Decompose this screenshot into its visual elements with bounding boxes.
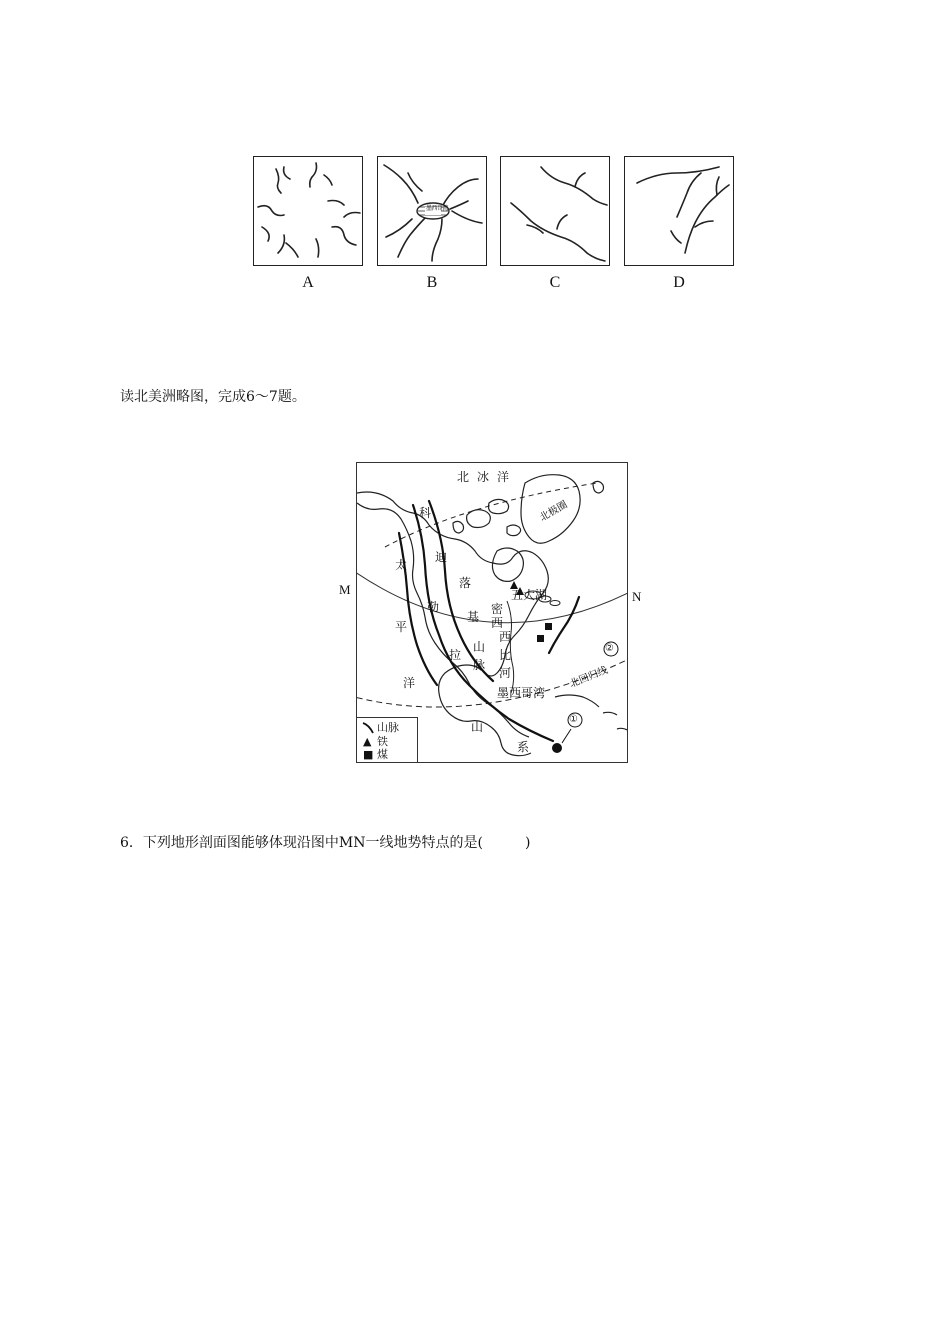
marker-1: ① bbox=[569, 714, 578, 725]
legend-coal: 煤 bbox=[377, 748, 388, 761]
tropic-label: 北回归线 bbox=[568, 664, 610, 691]
option-label-b: B bbox=[426, 274, 438, 291]
question-6: 6．下列地形剖面图能够体现沿图中MN一线地势特点的是( ) bbox=[120, 835, 531, 851]
marker-2: ② bbox=[605, 643, 614, 654]
point-n-label: N bbox=[632, 589, 642, 604]
legend-mountain: 山脉 bbox=[377, 721, 399, 734]
mississippi-label-5: 河 bbox=[499, 666, 512, 680]
river-option-b bbox=[377, 156, 487, 266]
option-label-a: A bbox=[302, 274, 314, 291]
rockies-label-mai: 脉 bbox=[473, 658, 486, 672]
rockies-label-shan: 山 bbox=[473, 640, 486, 654]
river-option-d bbox=[624, 156, 734, 266]
pacific-label-3: 洋 bbox=[403, 676, 416, 690]
river-option-a bbox=[253, 156, 363, 266]
cordillera-label-3: 勒 bbox=[427, 600, 440, 614]
pacific-label-2: 平 bbox=[395, 620, 408, 634]
cordillera-label-6: 系 bbox=[517, 740, 530, 754]
mississippi-label-2: 西 bbox=[491, 616, 504, 630]
mississippi-label-4: 比 bbox=[499, 648, 512, 662]
cordillera-label-5: 山 bbox=[471, 720, 484, 734]
north-america-map bbox=[356, 462, 628, 763]
intro-text: 读北美洲略图，完成6～7题。 bbox=[120, 389, 306, 405]
great-lakes-label: 五大湖 bbox=[511, 588, 548, 602]
cordillera-label-1: 科 bbox=[419, 506, 432, 520]
legend-iron: 铁 bbox=[377, 735, 388, 748]
pacific-label-1: 太 bbox=[395, 558, 408, 572]
coal-legend-icon: ■ bbox=[363, 748, 374, 761]
mississippi-label-1: 密 bbox=[491, 602, 504, 616]
option-label-d: D bbox=[673, 274, 685, 291]
mississippi-label-3: 西 bbox=[499, 630, 512, 644]
rockies-label-ji: 基 bbox=[467, 610, 480, 624]
centripetal-river-pattern bbox=[378, 157, 488, 267]
map-legend bbox=[357, 717, 418, 762]
iron-legend-icon: ▲ bbox=[363, 735, 372, 748]
cordillera-label-4: 拉 bbox=[449, 648, 462, 662]
arctic-circle-label: 北极圈 bbox=[538, 499, 570, 524]
cordillera-label-2: 迪 bbox=[435, 550, 448, 564]
dendritic-river-pattern bbox=[625, 157, 735, 267]
point-m-label: M bbox=[339, 582, 351, 597]
river-option-c bbox=[500, 156, 610, 266]
radial-river-pattern bbox=[254, 157, 364, 267]
mountain-legend-icon bbox=[361, 721, 375, 735]
lake-label: 墨西哥湾 bbox=[426, 205, 449, 212]
parallel-river-pattern bbox=[501, 157, 611, 267]
arctic-ocean-label: 北冰洋 bbox=[457, 470, 518, 484]
rockies-label-luo: 落 bbox=[459, 576, 472, 590]
gulf-of-mexico-label: 墨西哥湾 bbox=[497, 686, 546, 700]
option-label-c: C bbox=[549, 274, 561, 291]
